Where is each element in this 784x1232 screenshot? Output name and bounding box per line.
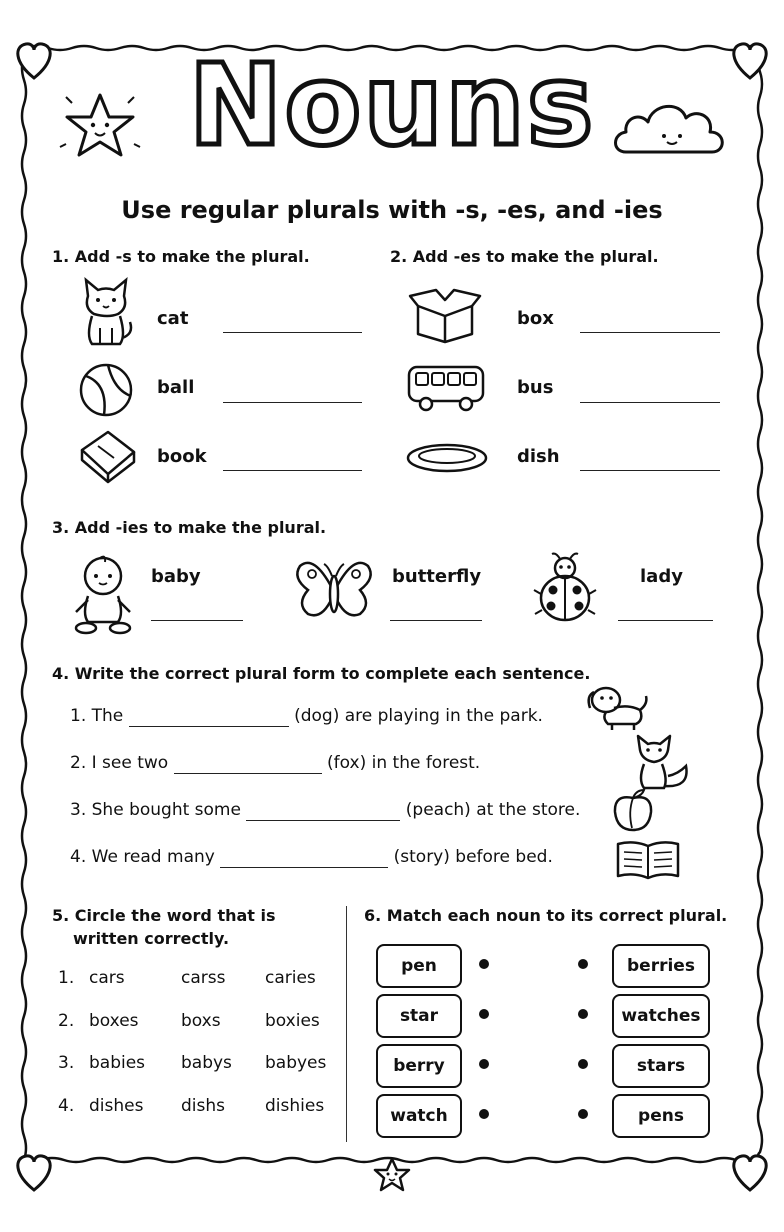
sentence-2 bbox=[70, 753, 480, 774]
sentence-number: 2. bbox=[70, 753, 87, 773]
row-number: 2. bbox=[58, 1011, 75, 1031]
butterfly-icon bbox=[294, 558, 374, 624]
baby-icon bbox=[72, 554, 134, 634]
answer-blank[interactable] bbox=[129, 706, 289, 727]
sentence-3 bbox=[70, 800, 580, 821]
word-box: box bbox=[517, 308, 554, 329]
section-1-heading: 1. Add -s to make the plural. bbox=[52, 247, 310, 266]
match-plural[interactable]: berries bbox=[612, 944, 710, 988]
match-dot[interactable] bbox=[479, 959, 489, 969]
word-option[interactable]: caries bbox=[265, 968, 316, 988]
word-option[interactable]: babyes bbox=[265, 1053, 327, 1073]
ball-icon bbox=[78, 362, 134, 418]
match-dot[interactable] bbox=[479, 1109, 489, 1119]
cat-icon bbox=[78, 278, 134, 348]
sentence-text-after: (dog) are playing in the park. bbox=[294, 706, 543, 726]
match-dot[interactable] bbox=[578, 1059, 588, 1069]
word-option[interactable]: cars bbox=[89, 968, 125, 988]
answer-blank[interactable] bbox=[580, 470, 720, 471]
match-plural[interactable]: stars bbox=[612, 1044, 710, 1088]
word-book: book bbox=[157, 446, 207, 467]
word-option[interactable]: dishs bbox=[181, 1096, 226, 1116]
answer-blank[interactable] bbox=[151, 620, 243, 621]
heart-icon bbox=[734, 1156, 766, 1190]
match-noun[interactable]: berry bbox=[376, 1044, 462, 1088]
dish-icon bbox=[406, 442, 488, 474]
match-noun[interactable]: pen bbox=[376, 944, 462, 988]
match-dot[interactable] bbox=[578, 1109, 588, 1119]
word-option[interactable]: carss bbox=[181, 968, 226, 988]
answer-blank[interactable] bbox=[220, 847, 388, 868]
answer-blank[interactable] bbox=[580, 402, 720, 403]
row-number: 1. bbox=[58, 968, 75, 988]
answer-blank[interactable] bbox=[580, 332, 720, 333]
sentence-number: 1. bbox=[70, 706, 87, 726]
word-option[interactable]: dishies bbox=[265, 1096, 325, 1116]
ladybug-icon bbox=[532, 554, 598, 624]
word-option[interactable]: babies bbox=[89, 1053, 146, 1073]
word-option[interactable]: boxies bbox=[265, 1011, 320, 1031]
word-ball: ball bbox=[157, 377, 195, 398]
sentence-number: 3. bbox=[70, 800, 87, 820]
star-icon bbox=[375, 1159, 409, 1190]
peach-icon bbox=[612, 788, 654, 832]
answer-blank[interactable] bbox=[174, 753, 322, 774]
sentence-1 bbox=[70, 706, 543, 727]
book-icon bbox=[78, 428, 138, 486]
sentence-text-after: (story) before bed. bbox=[393, 847, 553, 867]
answer-blank[interactable] bbox=[223, 470, 362, 471]
word-dish: dish bbox=[517, 446, 560, 467]
match-plural[interactable]: pens bbox=[612, 1094, 710, 1138]
word-option[interactable]: dishes bbox=[89, 1096, 144, 1116]
bus-icon bbox=[406, 364, 486, 414]
sentence-text-after: (peach) at the store. bbox=[405, 800, 581, 820]
column-divider bbox=[346, 906, 347, 1142]
row-number: 4. bbox=[58, 1096, 75, 1116]
word-baby: baby bbox=[151, 566, 201, 587]
sentence-number: 4. bbox=[70, 847, 87, 867]
section-5-heading-line-2: written correctly. bbox=[73, 929, 230, 948]
answer-blank[interactable] bbox=[223, 332, 362, 333]
row-number: 3. bbox=[58, 1053, 75, 1073]
section-6-heading: 6. Match each noun to its correct plural. bbox=[364, 906, 728, 925]
answer-blank[interactable] bbox=[618, 620, 713, 621]
open-book-icon bbox=[614, 838, 682, 882]
match-noun[interactable]: watch bbox=[376, 1094, 462, 1138]
match-plural[interactable]: watches bbox=[612, 994, 710, 1038]
match-noun[interactable]: star bbox=[376, 994, 462, 1038]
box-icon bbox=[408, 288, 482, 344]
answer-blank[interactable] bbox=[223, 402, 362, 403]
sentence-text-after: (fox) in the forest. bbox=[327, 753, 481, 773]
fox-icon bbox=[632, 736, 692, 792]
sentence-text-before: She bought some bbox=[91, 800, 241, 820]
sentence-text-before: I see two bbox=[91, 753, 169, 773]
match-dot[interactable] bbox=[479, 1009, 489, 1019]
word-bus: bus bbox=[517, 377, 554, 398]
match-dot[interactable] bbox=[578, 959, 588, 969]
match-dot[interactable] bbox=[578, 1009, 588, 1019]
sentence-4 bbox=[70, 847, 553, 868]
sentence-text-before: We read many bbox=[91, 847, 215, 867]
word-option[interactable]: boxes bbox=[89, 1011, 139, 1031]
heart-icon bbox=[18, 1156, 50, 1190]
word-cat: cat bbox=[157, 308, 189, 329]
section-2-heading: 2. Add -es to make the plural. bbox=[390, 247, 659, 266]
section-4-heading: 4. Write the correct plural form to complete each sentence. bbox=[52, 664, 591, 683]
word-butterfly: butterfly bbox=[392, 566, 482, 587]
page-subtitle: Use regular plurals with -s, -es, and -ies bbox=[121, 196, 663, 224]
page-title: Nouns bbox=[188, 41, 596, 171]
word-option[interactable]: babys bbox=[181, 1053, 232, 1073]
section-5-heading: 5. Circle the word that is bbox=[52, 906, 276, 925]
answer-blank[interactable] bbox=[246, 800, 400, 821]
sentence-text-before: The bbox=[91, 706, 124, 726]
answer-blank[interactable] bbox=[390, 620, 482, 621]
word-option[interactable]: boxs bbox=[181, 1011, 221, 1031]
dog-icon bbox=[584, 684, 652, 732]
section-3-heading: 3. Add -ies to make the plural. bbox=[52, 518, 327, 537]
match-dot[interactable] bbox=[479, 1059, 489, 1069]
word-lady: lady bbox=[640, 566, 683, 587]
